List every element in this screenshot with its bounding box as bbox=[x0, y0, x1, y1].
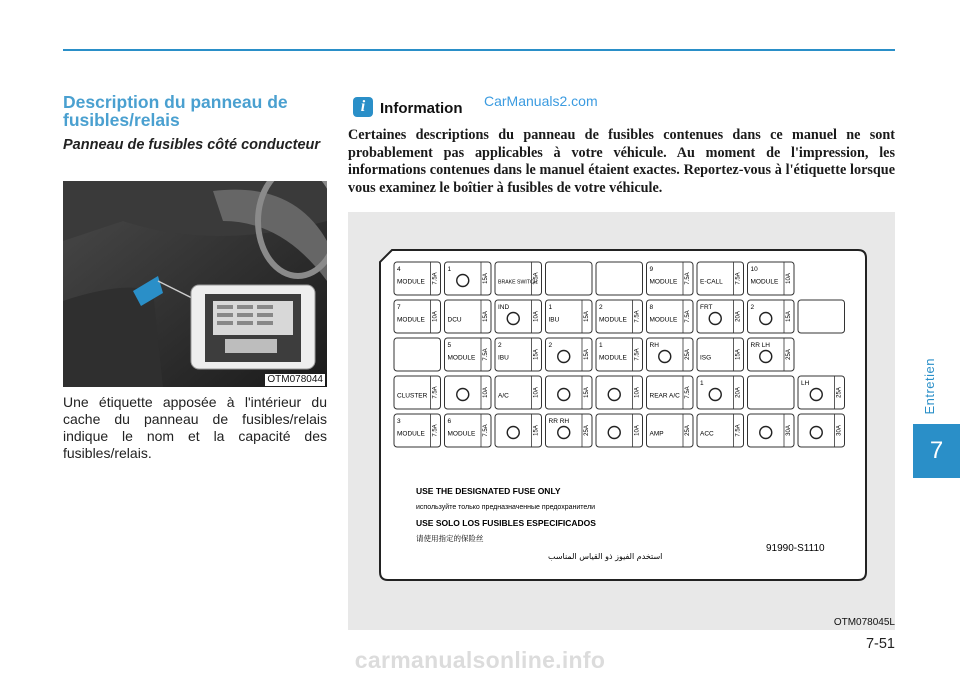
fuse-cell bbox=[748, 338, 795, 371]
fuse-part-number: 91990-S1110 bbox=[766, 543, 825, 554]
fuse-cell bbox=[596, 338, 643, 371]
fuse-cell bbox=[394, 414, 441, 447]
fuse-index-label: 7 bbox=[397, 304, 401, 311]
fuse-amperage-label: 7.5A bbox=[483, 424, 489, 437]
fuse-cell bbox=[495, 300, 542, 333]
fuse-amperage-label: 30A bbox=[836, 425, 843, 436]
fuse-name-label: ACC bbox=[700, 430, 714, 438]
fuse-cell bbox=[445, 376, 492, 409]
fuse-index-label: 2 bbox=[750, 304, 755, 311]
fuse-cell bbox=[647, 262, 694, 295]
fuse-cell bbox=[596, 376, 643, 409]
fuse-name-label: BRAKE SWITCH bbox=[498, 279, 538, 286]
fuse-cell bbox=[748, 376, 795, 409]
fuse-name-label: MODULE bbox=[397, 278, 425, 286]
fuse-amperage-label: 10A bbox=[432, 311, 439, 322]
fuse-index-label: 4 bbox=[397, 266, 401, 273]
fuse-index-label: 1 bbox=[599, 342, 603, 349]
fuse-amperage-label: 15A bbox=[584, 387, 590, 398]
watermark-top: CarManuals2.com bbox=[484, 93, 598, 109]
fuse-index-label: 9 bbox=[649, 266, 654, 273]
fuse-name-label: MODULE bbox=[649, 316, 678, 324]
fuse-name-label: ISG bbox=[700, 354, 712, 362]
fuse-amperage-label: 7.5A bbox=[685, 386, 691, 399]
fuse-cell bbox=[445, 300, 492, 333]
fuse-cell bbox=[647, 338, 694, 371]
fuse-index-label: 2 bbox=[498, 342, 502, 349]
fuse-name-label: REAR A/C bbox=[649, 392, 680, 400]
fuse-index-label: RR LH bbox=[750, 342, 771, 349]
fuse-amperage-label: 10A bbox=[634, 387, 641, 398]
chapter-side-label: Entretien bbox=[922, 358, 937, 415]
fuse-note-4: 请使用指定的保险丝 bbox=[416, 534, 484, 543]
fuse-cell bbox=[445, 414, 492, 447]
fuse-index-label: FRT bbox=[700, 304, 713, 311]
fuse-name-label: MODULE bbox=[397, 430, 425, 438]
watermark-bottom: carmanualsonline.info bbox=[354, 647, 606, 673]
fuse-amperage-label: 20A bbox=[735, 311, 742, 322]
section-subtitle: Panneau de fusibles côté conducteur bbox=[63, 137, 321, 153]
fuse-amperage-label: 10A bbox=[786, 273, 792, 284]
fuse-index-label: 2 bbox=[599, 304, 603, 311]
fuse-amperage-label: 20A bbox=[735, 387, 742, 398]
fuse-cell bbox=[596, 300, 643, 333]
fuse-amperage-label: 10A bbox=[483, 387, 489, 398]
fuse-amperage-label: 7.5A bbox=[533, 272, 540, 285]
fuse-name-label: MODULE bbox=[649, 278, 678, 286]
fuse-cell bbox=[647, 300, 694, 333]
fuse-name-label: IBU bbox=[498, 354, 509, 362]
fuse-note-2: используйте только предназначенные предохранители bbox=[416, 504, 596, 511]
fuse-amperage-label: 10A bbox=[533, 387, 540, 398]
fuse-cell bbox=[596, 262, 643, 295]
fuse-amperage-label: 10A bbox=[533, 311, 540, 322]
section-title: Description du panneau de fusibles/relais bbox=[63, 92, 288, 130]
fuse-index-label: 1 bbox=[700, 380, 704, 387]
fuse-cell bbox=[546, 338, 593, 371]
fuse-amperage-label: 7.5A bbox=[432, 272, 439, 285]
fuse-amperage-label: 25A bbox=[685, 425, 691, 436]
fuse-index-label: 5 bbox=[447, 342, 452, 349]
fuse-amperage-label: 7.5A bbox=[735, 424, 742, 437]
fuse-name-label: MODULE bbox=[397, 316, 425, 324]
fuse-cell bbox=[495, 262, 542, 295]
fuse-amperage-label: 15A bbox=[735, 349, 742, 360]
info-body-text: Certaines descriptions du panneau de fusibles contenues dans ce manuel ne sont probablement pas applicables à votre véhicule. Au moment de l'impression, les informations contenues dans le manuel étaient exactes. Reportez-vous à l'étiquette lorsque vous examinez le boîtier à fusibles de votre véhicule. bbox=[348, 127, 895, 196]
fuse-panel-location-photo bbox=[63, 181, 327, 387]
fuse-cell bbox=[495, 414, 542, 447]
fuse-index-label: 2 bbox=[548, 342, 553, 349]
fuse-name-label: DCU bbox=[447, 316, 462, 324]
panel-reference: OTM078045L bbox=[833, 617, 895, 628]
fuse-cell bbox=[394, 338, 441, 371]
fuse-amperage-label: 7.5A bbox=[483, 348, 489, 361]
fuse-name-label: MODULE bbox=[599, 354, 627, 362]
fuse-amperage-label: 15A bbox=[584, 349, 590, 360]
fuse-cell bbox=[697, 300, 744, 333]
fuse-index-label: 10 bbox=[750, 266, 758, 273]
fuse-cell bbox=[495, 338, 542, 371]
fuse-cell bbox=[798, 376, 845, 409]
fuse-cell bbox=[697, 338, 744, 371]
photo-reference: OTM078044 bbox=[267, 374, 323, 385]
fuse-index-label: IND bbox=[498, 304, 510, 311]
fuse-cell bbox=[445, 338, 492, 371]
fuse-cell bbox=[546, 414, 593, 447]
fuse-index-label: LH bbox=[801, 380, 810, 387]
fuse-amperage-label: 7.5A bbox=[685, 272, 691, 285]
info-icon: i bbox=[353, 97, 373, 117]
fuse-note-3: USE SOLO LOS FUSIBLES ESPECIFICADOS bbox=[416, 518, 596, 528]
fuse-cell bbox=[748, 414, 795, 447]
fuse-name-label: MODULE bbox=[750, 278, 779, 286]
fuse-index-label: RH bbox=[649, 342, 659, 349]
fuse-amperage-label: 15A bbox=[483, 273, 489, 284]
fuse-index-label: 1 bbox=[447, 266, 452, 273]
fuse-index-label: 6 bbox=[447, 418, 452, 425]
fuse-name-label: IBU bbox=[548, 316, 560, 324]
fuse-index-label: RR RH bbox=[548, 418, 570, 425]
fuse-cell bbox=[647, 376, 694, 409]
fuse-cell bbox=[647, 414, 694, 447]
fuse-amperage-label: 15A bbox=[533, 425, 540, 436]
fuse-amperage-label: 10A bbox=[634, 425, 641, 436]
fuse-amperage-label: 25A bbox=[685, 349, 691, 360]
fuse-note-5: استخدم الفيوز ذو القياس المناسب bbox=[548, 552, 663, 561]
fuse-cell bbox=[394, 376, 441, 409]
fuse-amperage-label: 30A bbox=[786, 425, 792, 436]
fuse-cell bbox=[546, 376, 593, 409]
fuse-amperage-label: 15A bbox=[786, 311, 792, 322]
fuse-name-label: E-CALL bbox=[700, 278, 723, 286]
page-number: 7-51 bbox=[865, 636, 895, 652]
fuse-cell bbox=[394, 300, 441, 333]
info-title: Information bbox=[380, 100, 463, 117]
fuse-amperage-label: 25A bbox=[786, 349, 792, 360]
fuse-amperage-label: 15A bbox=[584, 311, 590, 322]
top-rule bbox=[63, 49, 895, 51]
fuse-index-label: 8 bbox=[649, 304, 654, 311]
fuse-name-label: MODULE bbox=[447, 354, 476, 362]
fuse-cell bbox=[394, 262, 441, 295]
fuse-amperage-label: 7.5A bbox=[432, 424, 439, 437]
fuse-cell bbox=[697, 414, 744, 447]
fuse-cell bbox=[748, 262, 795, 295]
chapter-tab: 7 bbox=[913, 424, 960, 478]
fuse-amperage-label: 7.5A bbox=[685, 310, 691, 323]
fuse-name-label: MODULE bbox=[599, 316, 627, 324]
fuse-amperage-label: 7.5A bbox=[432, 386, 439, 399]
fuse-note-1: USE THE DESIGNATED FUSE ONLY bbox=[416, 486, 561, 496]
fuse-amperage-label: 7.5A bbox=[634, 348, 641, 361]
fuse-amperage-label: 25A bbox=[584, 425, 590, 436]
fuse-amperage-label: 15A bbox=[533, 349, 540, 360]
fuse-amperage-label: 7.5A bbox=[634, 310, 641, 323]
fuse-cell bbox=[798, 300, 845, 333]
fuse-cell bbox=[596, 414, 643, 447]
fuse-name-label: MODULE bbox=[447, 430, 476, 438]
fuse-cell bbox=[798, 414, 845, 447]
fuse-name-label: AMP bbox=[649, 430, 664, 438]
fuse-panel-label-diagram bbox=[348, 212, 895, 630]
fuse-amperage-label: 25A bbox=[836, 387, 843, 398]
fuse-amperage-label: 15A bbox=[483, 311, 489, 322]
fuse-cell bbox=[697, 262, 744, 295]
section-body-text: Une étiquette apposée à l'intérieur du cache du panneau de fusibles/relais indique le nom et la capacité des fusibles/relais. bbox=[63, 394, 327, 461]
fuse-cell bbox=[546, 300, 593, 333]
fuse-cell bbox=[445, 262, 492, 295]
fuse-index-label: 1 bbox=[548, 304, 553, 311]
fuse-amperage-label: 7.5A bbox=[735, 272, 742, 285]
fuse-cell bbox=[697, 376, 744, 409]
fuse-cell bbox=[748, 300, 795, 333]
fuse-cell bbox=[495, 376, 542, 409]
fuse-cell bbox=[546, 262, 593, 295]
fuse-name-label: CLUSTER bbox=[397, 392, 428, 400]
fuse-name-label: A/C bbox=[498, 392, 509, 400]
fuse-index-label: 3 bbox=[397, 418, 401, 425]
